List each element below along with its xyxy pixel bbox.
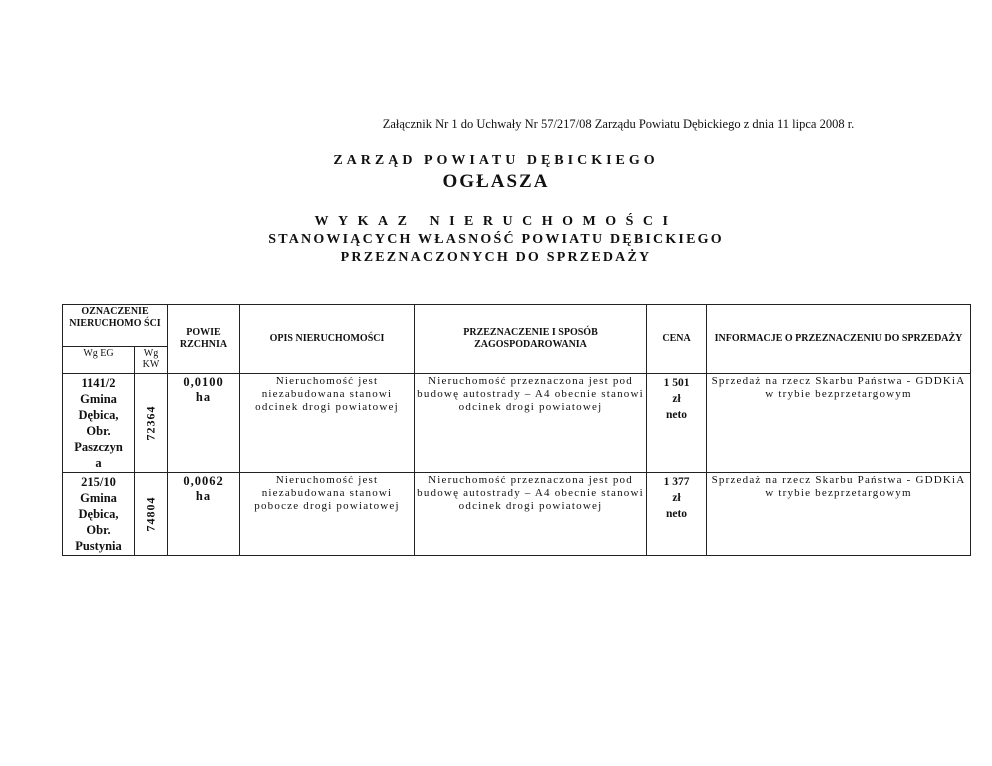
purpose-cell: Nieruchomość przeznaczona jest pod budowę autostrady – A4 obecnie stanowi odcinek drogi powiatowej bbox=[415, 473, 647, 556]
purpose-cell: Nieruchomość przeznaczona jest pod budowę autostrady – A4 obecnie stanowi odcinek drogi powiatowej bbox=[415, 374, 647, 473]
header-designation: OZNACZENIE NIERUCHOMO ŚCI bbox=[63, 305, 168, 347]
price-cell bbox=[647, 473, 707, 556]
parcel-municipality: Gmina bbox=[80, 392, 117, 406]
parcel-cell bbox=[63, 473, 135, 556]
info-cell: Sprzedaż na rzecz Skarbu Państwa - GDDKiA w trybie bezprzetargowym bbox=[707, 374, 971, 473]
council-name: ZARZĄD POWIATU DĘBICKIEGO bbox=[333, 153, 659, 168]
attachment-note: Załącznik Nr 1 do Uchwały Nr 57/217/08 Zarządu Powiatu Dębickiego z dnia 11 lipca 2008 r. bbox=[382, 117, 855, 131]
parcel-number: 1141/2 bbox=[81, 376, 116, 390]
header-wg-eg: Wg EG bbox=[63, 347, 135, 374]
area-value: 0,0062 bbox=[183, 474, 224, 488]
description-cell: Nieruchomość jest niezabudowana stanowi odcinek drogi powiatowej bbox=[240, 374, 415, 473]
parcel-locality: Pustynia bbox=[75, 539, 122, 553]
price-net: neto bbox=[665, 508, 688, 520]
area-cell bbox=[168, 473, 240, 556]
list-title-line1: WYKAZ NIERUCHOMOŚCI bbox=[314, 214, 678, 229]
parcel-locality-cont: a bbox=[95, 456, 102, 470]
area-cell bbox=[168, 374, 240, 473]
description-cell: Nieruchomość jest niezabudowana stanowi pobocze drogi powiatowej bbox=[240, 473, 415, 556]
price-cell bbox=[647, 374, 707, 473]
announces-heading: OGŁASZA bbox=[442, 171, 550, 192]
kw-number: 72364 bbox=[143, 405, 158, 441]
parcel-cell bbox=[63, 374, 135, 473]
property-table bbox=[62, 304, 971, 556]
header-purpose: PRZEZNACZENIE I SPOSÓB ZAGOSPODAROWANIA bbox=[415, 305, 647, 374]
list-title-line2: STANOWIĄCYCH WŁASNOŚĆ POWIATU DĘBICKIEGO bbox=[268, 232, 724, 247]
header-wg-kw: Wg KW bbox=[135, 347, 168, 374]
info-cell: Sprzedaż na rzecz Skarbu Państwa - GDDKiA w trybie bezprzetargowym bbox=[707, 473, 971, 556]
price-value: 1 501 bbox=[663, 377, 690, 389]
table-row bbox=[63, 374, 971, 473]
parcel-precinct: Obr. bbox=[86, 424, 111, 438]
price-currency: zł bbox=[672, 492, 681, 504]
header-area: POWIE RZCHNIA bbox=[168, 305, 240, 374]
table-header-row bbox=[63, 305, 971, 347]
header-price: CENA bbox=[647, 305, 707, 374]
header-description: OPIS NIERUCHOMOŚCI bbox=[240, 305, 415, 374]
header-info: INFORMACJE O PRZEZNACZENIU DO SPRZEDAŻY bbox=[707, 305, 971, 374]
parcel-locality: Paszczyn bbox=[74, 440, 123, 454]
list-title-line3: PRZEZNACZONYCH DO SPRZEDAŻY bbox=[340, 250, 652, 265]
price-value: 1 377 bbox=[663, 476, 690, 488]
price-net: neto bbox=[665, 409, 688, 421]
parcel-municipality: Gmina bbox=[80, 491, 117, 505]
price-currency: zł bbox=[672, 393, 681, 405]
parcel-town: Dębica, bbox=[78, 408, 119, 422]
area-unit: ha bbox=[195, 390, 212, 404]
kw-cell bbox=[135, 374, 168, 473]
parcel-precinct: Obr. bbox=[86, 523, 111, 537]
parcel-number: 215/10 bbox=[81, 475, 116, 489]
parcel-town: Dębica, bbox=[78, 507, 119, 521]
table-row bbox=[63, 473, 971, 556]
kw-number: 74804 bbox=[143, 496, 158, 532]
kw-cell bbox=[135, 473, 168, 556]
area-unit: ha bbox=[195, 489, 212, 503]
area-value: 0,0100 bbox=[183, 375, 224, 389]
